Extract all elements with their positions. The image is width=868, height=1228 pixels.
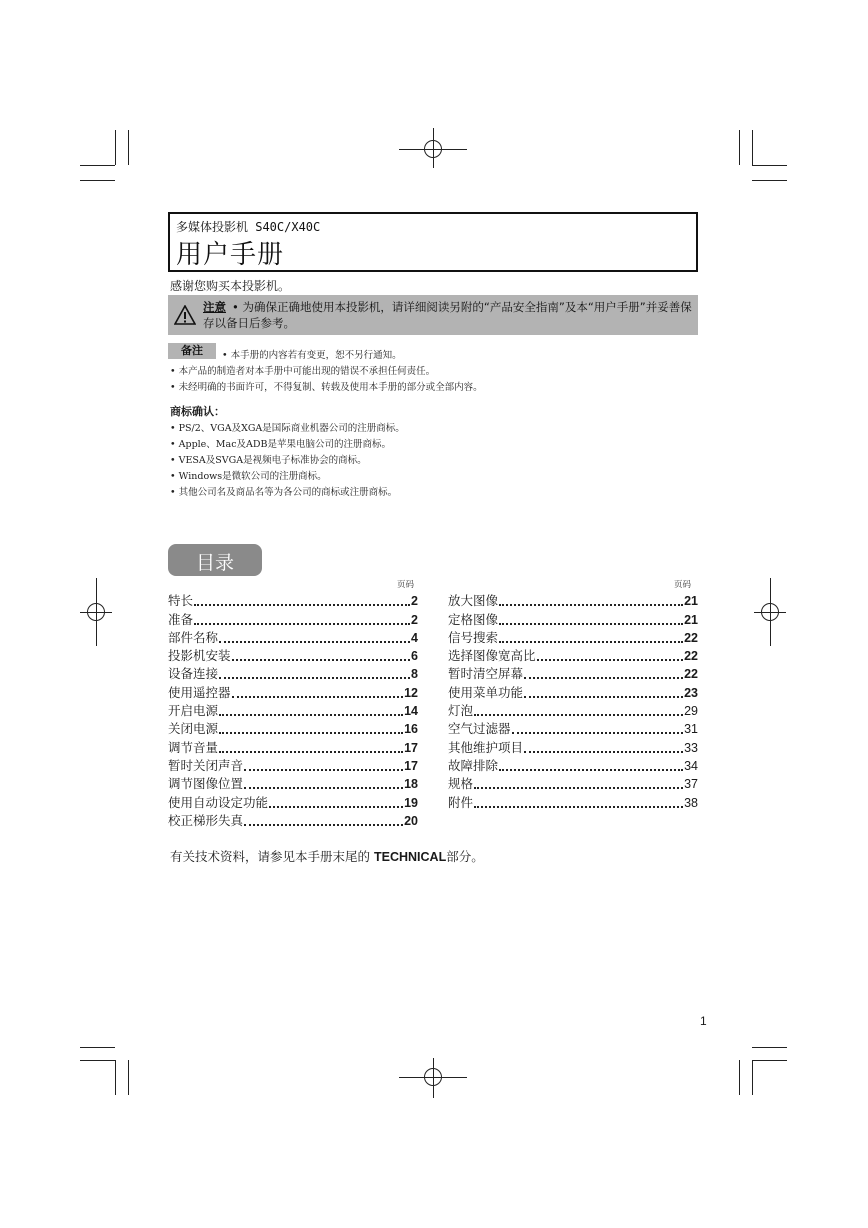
toc-entry-title: 空气过滤器 — [448, 722, 511, 737]
toc-entry-page: 2 — [411, 594, 418, 609]
toc-entry[interactable] — [448, 646, 698, 664]
toc-entry-page: 22 — [684, 630, 698, 645]
toc-entry-title: 选择图像宽高比 — [448, 649, 536, 664]
toc-entry[interactable] — [168, 682, 418, 700]
toc-entry[interactable] — [168, 664, 418, 682]
toc-entry-page: 38 — [684, 795, 698, 810]
toc-entry[interactable] — [448, 774, 698, 792]
toc-entry-page: 22 — [684, 667, 698, 682]
toc-entry-title: 放大图像 — [448, 594, 499, 609]
toc-entry[interactable] — [168, 737, 418, 755]
notice-text: • 为确保正确地使用本投影机，请详细阅读另附的“产品安全指南”及本“用户手册”并妥善保存以备日后参考。 — [203, 300, 692, 330]
toc-entry-title: 其他维护项目 — [448, 740, 524, 755]
toc-entry-title: 暂时关闭声音 — [168, 758, 244, 773]
toc-entry-title: 调节图像位置 — [168, 777, 244, 792]
trademark-item: • 其他公司名及商品名等为各公司的商标或注册商标。 — [170, 487, 398, 498]
toc-entry-page: 22 — [684, 649, 698, 664]
toc-entry-title: 故障排除 — [448, 758, 499, 773]
toc-entry-page: 17 — [404, 758, 418, 773]
thanks-text: 感谢您购买本投影机。 — [170, 279, 291, 293]
tech-note-prefix: 有关技术资料，请参见本手册末尾的 — [170, 849, 374, 864]
toc-entry-title: 灯泡 — [448, 704, 474, 719]
safety-notice — [168, 295, 698, 335]
toc-entry-title: 关闭电源 — [168, 722, 219, 737]
product-subtitle: 多媒体投影机 S40C/X40C — [176, 220, 321, 234]
toc-entry[interactable] — [448, 628, 698, 646]
trademarks-heading: 商标确认： — [170, 405, 225, 418]
toc-entry-title: 开启电源 — [168, 704, 219, 719]
toc-entry-title: 使用自动设定功能 — [168, 795, 269, 810]
toc-entry-page: 12 — [404, 685, 418, 700]
page-title: 用户手册 — [176, 240, 285, 270]
toc-entry[interactable] — [448, 591, 698, 609]
toc-entry[interactable] — [168, 646, 418, 664]
warning-icon — [174, 305, 196, 325]
toc-entry-page: 29 — [684, 704, 698, 719]
toc-entry[interactable] — [168, 792, 418, 810]
page-column-label-left: 页码 — [397, 580, 415, 590]
toc-entry-title: 设备连接 — [168, 667, 219, 682]
toc-entry-title: 特长 — [168, 594, 194, 609]
toc-entry-page: 21 — [684, 612, 698, 627]
page-number: 1 — [700, 1014, 707, 1028]
toc-entry-page: 34 — [684, 758, 698, 773]
toc-entry-page: 33 — [684, 740, 698, 755]
toc-right-column — [448, 591, 698, 811]
toc-entry[interactable] — [448, 756, 698, 774]
page-column-label-right: 页码 — [674, 580, 692, 590]
trademark-item: • VESA及SVGA是视频电子标准协会的商标。 — [170, 455, 367, 466]
toc-entry[interactable] — [168, 719, 418, 737]
toc-entry-page: 17 — [404, 740, 418, 755]
toc-entry[interactable] — [168, 591, 418, 609]
toc-entry-page: 23 — [684, 685, 698, 700]
toc-entry[interactable] — [448, 737, 698, 755]
toc-entry-title: 准备 — [168, 612, 194, 627]
toc-entry-title: 校正梯形失真 — [168, 813, 244, 828]
toc-entry-title: 附件 — [448, 795, 474, 810]
notice-label: 注意 — [203, 300, 226, 314]
toc-entry-title: 规格 — [448, 777, 474, 792]
toc-entry-title: 暂时清空屏幕 — [448, 667, 524, 682]
note-item: • 本产品的制造者对本手册中可能出现的错误不承担任何责任。 — [170, 366, 436, 377]
toc-entry[interactable] — [168, 609, 418, 627]
toc-entry-page: 16 — [404, 722, 418, 737]
toc-entry-page: 2 — [411, 612, 418, 627]
toc-entry-title: 调节音量 — [168, 740, 219, 755]
toc-heading — [168, 544, 262, 576]
toc-entry[interactable] — [168, 628, 418, 646]
toc-entry-title: 投影机安装 — [168, 649, 231, 664]
toc-entry-title: 定格图像 — [448, 612, 499, 627]
tech-note-suffix: 部分。 — [446, 849, 484, 864]
toc-entry[interactable] — [448, 792, 698, 810]
toc-entry[interactable] — [168, 774, 418, 792]
note-item: • 本手册的内容若有变更，恕不另行通知。 — [222, 350, 402, 361]
toc-entry[interactable] — [448, 701, 698, 719]
toc-entry[interactable] — [448, 719, 698, 737]
toc-entry[interactable] — [448, 682, 698, 700]
note-label: 备注 — [168, 343, 216, 359]
toc-left-column — [168, 591, 418, 829]
toc-entry-page: 31 — [684, 722, 698, 737]
title-box — [168, 212, 698, 272]
toc-entry-page: 14 — [404, 704, 418, 719]
toc-entry[interactable] — [448, 609, 698, 627]
toc-entry[interactable] — [168, 756, 418, 774]
toc-entry-page: 37 — [684, 777, 698, 792]
toc-entry-title: 部件名称 — [168, 630, 219, 645]
toc-entry-page: 18 — [404, 777, 418, 792]
toc-entry[interactable] — [168, 701, 418, 719]
trademark-item: • Apple、Mac及ADB是苹果电脑公司的注册商标。 — [170, 439, 391, 450]
technical-reference-note — [170, 847, 484, 865]
trademark-item: • Windows是微软公司的注册商标。 — [170, 471, 327, 482]
toc-entry-page: 6 — [411, 649, 418, 664]
toc-entry-page: 8 — [411, 667, 418, 682]
toc-entry-title: 使用遥控器 — [168, 685, 231, 700]
toc-entry-page: 4 — [411, 630, 418, 645]
toc-entry-title: 信号搜索 — [448, 630, 499, 645]
toc-entry[interactable] — [448, 664, 698, 682]
tech-note-keyword: TECHNICAL — [373, 850, 447, 864]
toc-heading-label: 目录 — [196, 552, 235, 574]
toc-entry[interactable] — [168, 811, 418, 829]
toc-entry-page: 21 — [684, 594, 698, 609]
toc-entry-title: 使用菜单功能 — [448, 685, 524, 700]
toc-entry-page: 19 — [404, 795, 418, 810]
trademark-item: • PS/2、VGA及XGA是国际商业机器公司的注册商标。 — [170, 423, 405, 434]
toc-entry-page: 20 — [404, 813, 418, 828]
notice-body — [203, 299, 693, 331]
note-item: • 未经明确的书面许可，不得复制、转载及使用本手册的部分或全部内容。 — [170, 382, 483, 393]
